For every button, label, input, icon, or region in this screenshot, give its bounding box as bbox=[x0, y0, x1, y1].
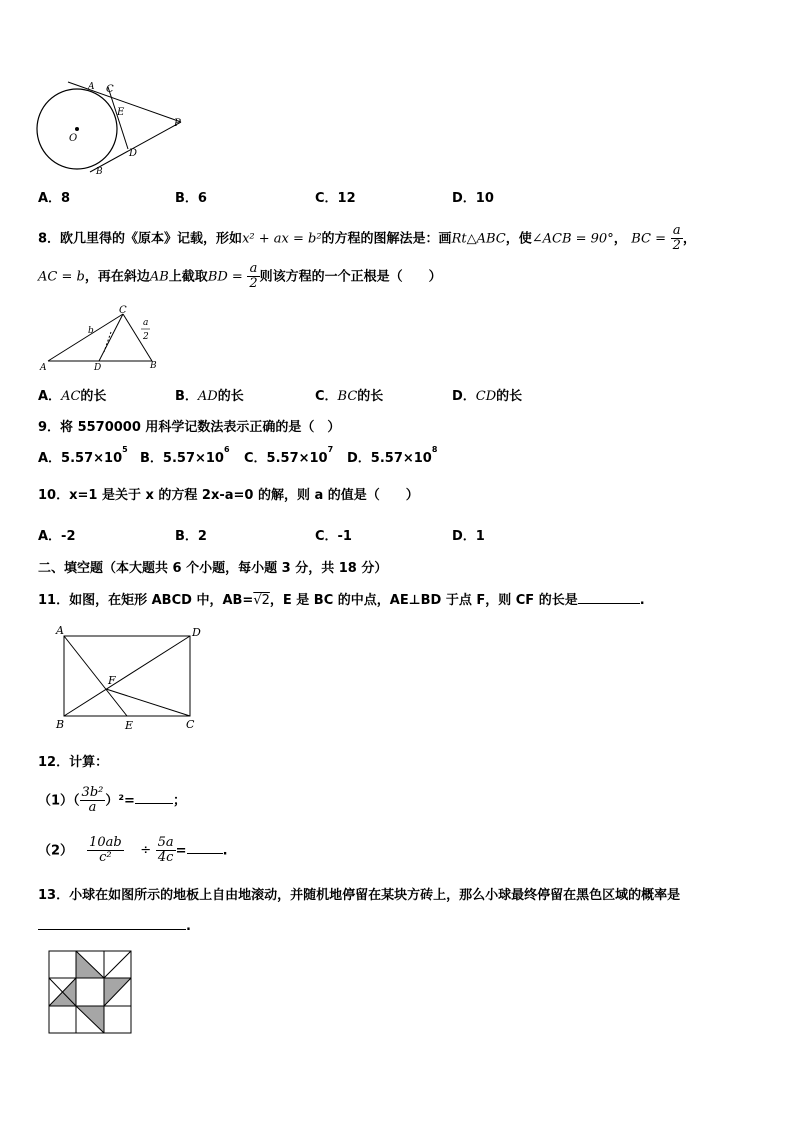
svg-text:B: B bbox=[96, 167, 103, 177]
svg-text:D: D bbox=[192, 626, 201, 639]
q12-part2: （2） $\frac{10ab}{\text{c²}}$ ÷ $\frac{5a}{4c}$ = . bbox=[38, 835, 228, 866]
svg-text:B: B bbox=[150, 361, 157, 371]
q10-option-c[interactable]: C．-1 bbox=[315, 529, 352, 544]
q9-option-a[interactable]: A．$5.57\times 10^5$ bbox=[38, 445, 128, 466]
q8-option-c[interactable]: C．BC的长 bbox=[315, 389, 384, 404]
q8-line2: AC = b，再在斜边AB上截取BD = $\frac{a}{2}$ 则该方程的一个正根是（ ） bbox=[38, 261, 442, 292]
q12-title: 12．计算： bbox=[38, 755, 109, 770]
q10-question: 10．x=1 是关于 x 的方程 2x-a=0 的解，则 a 的值是（ ） bbox=[38, 488, 419, 503]
q13-answer-line: . bbox=[38, 917, 191, 934]
svg-text:A: A bbox=[88, 82, 95, 92]
q8-option-b[interactable]: B．AD的长 bbox=[175, 389, 244, 404]
q12-part2-blank[interactable] bbox=[187, 841, 223, 854]
q7-option-a[interactable]: A．8 bbox=[38, 191, 71, 206]
svg-text:2: 2 bbox=[143, 332, 149, 342]
svg-text:F: F bbox=[108, 674, 116, 687]
svg-text:D: D bbox=[94, 363, 102, 373]
section-heading: 二、填空题（本大题共 6 个小题，每小题 3 分，共 18 分） bbox=[38, 561, 388, 576]
q8-option-d[interactable]: D．CD的长 bbox=[452, 389, 523, 404]
svg-text:B: B bbox=[56, 718, 65, 731]
q7-option-b[interactable]: B．6 bbox=[175, 191, 207, 206]
q7-option-c[interactable]: C．12 bbox=[315, 191, 356, 206]
svg-text:E: E bbox=[117, 107, 125, 118]
q7-option-d[interactable]: D．10 bbox=[452, 191, 494, 206]
svg-text:C: C bbox=[106, 84, 114, 95]
q13-tile-grid bbox=[48, 950, 134, 1036]
q9-question: 9．将 5570000 用科学记数法表示正确的是（ ） bbox=[38, 420, 341, 435]
svg-text:P: P bbox=[174, 118, 181, 129]
q10-option-d[interactable]: D．1 bbox=[452, 529, 485, 544]
svg-text:C: C bbox=[119, 305, 127, 316]
q12-part1-blank[interactable] bbox=[135, 791, 173, 804]
q13-question: 13．小球在如图所示的地板上自由地滚动，并随机地停留在某块方砖上，那么小球最终停留在黑色区域的概率是 bbox=[38, 888, 681, 903]
q12-part1: （1）（ $\frac{\text{3b²}}{a}$ ）²= ； bbox=[38, 785, 186, 816]
q9-option-b[interactable]: B．$5.57\times 10^6$ bbox=[140, 445, 230, 466]
q11-question: 11．如图，在矩形 ABCD 中，AB=√2，E 是 BC 的中点，AE⊥BD 于点 F，则 CF 的长是 . bbox=[38, 593, 645, 608]
q9-option-d[interactable]: D．$5.57\times 10^8$ bbox=[347, 445, 438, 466]
q8-option-a[interactable]: A．AC的长 bbox=[38, 389, 107, 404]
svg-text:A: A bbox=[56, 624, 64, 637]
q7-figure bbox=[34, 76, 194, 180]
svg-text:D: D bbox=[129, 148, 138, 159]
q10-option-a[interactable]: A．-2 bbox=[38, 529, 76, 544]
svg-text:C: C bbox=[186, 718, 195, 731]
svg-text:a: a bbox=[143, 318, 149, 328]
q8-figure bbox=[36, 304, 166, 374]
svg-text:O: O bbox=[69, 133, 78, 144]
svg-text:b: b bbox=[88, 326, 94, 336]
q11-answer-blank[interactable] bbox=[578, 591, 640, 604]
q8-line1: 8．欧几里得的《原本》记载，形如x² + ax = b²的方程的图解法是：画Rt△ABC，使∠ACB = 90°， BC = $\frac{a}{2}$ ， bbox=[38, 223, 696, 254]
svg-text:E: E bbox=[125, 719, 134, 732]
q9-option-c[interactable]: C．$5.57\times 10^7$ bbox=[244, 445, 334, 466]
q11-figure bbox=[50, 622, 210, 734]
q10-option-b[interactable]: B．2 bbox=[175, 529, 207, 544]
svg-text:A: A bbox=[40, 363, 47, 373]
q13-answer-blank[interactable] bbox=[38, 917, 186, 930]
